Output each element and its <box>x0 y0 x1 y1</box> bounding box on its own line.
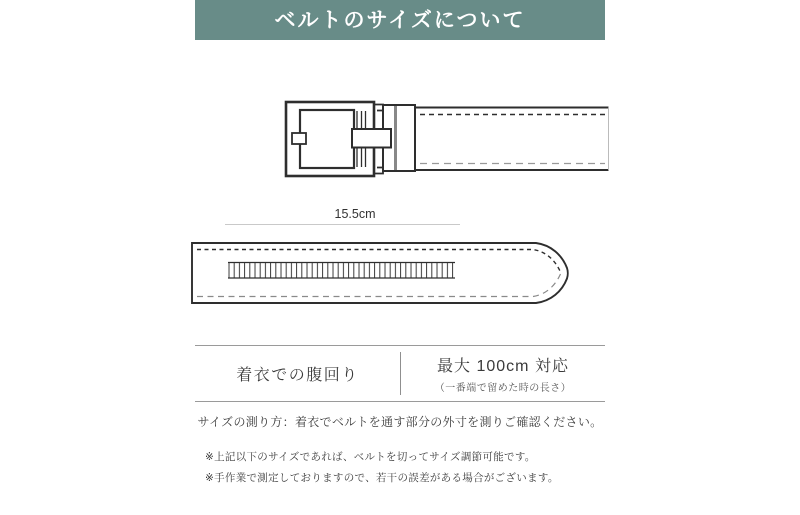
size-table <box>195 345 605 402</box>
belt-strap-drawing <box>413 108 609 171</box>
belt-buckle-drawing <box>286 102 415 176</box>
page-title: ベルトのサイズについて <box>274 8 526 32</box>
note-cut-adjust: ※上記以下のサイズであれば、ベルトを切ってサイズ調節可能です。 <box>205 451 536 463</box>
note-manual-measure: ※手作業で測定しておりますので、若干の誤差がある場合がございます。 <box>205 472 559 484</box>
measurement-label: 15.5cm <box>334 207 376 221</box>
max-size-cell <box>401 346 605 401</box>
measuring-instruction: サイズの測り方：着衣でベルトを通す部分の外寸を測りご確認ください。 <box>197 415 603 429</box>
belt-holes-band <box>228 263 455 279</box>
measurement <box>225 207 460 225</box>
max-size-note: （一番端で留めた時の長さ） <box>434 383 572 394</box>
max-size-label: 最大 100cm 対応 <box>437 358 569 375</box>
belt-tip-drawing <box>192 243 568 303</box>
waist-measure-cell: 着衣での腹回り <box>236 367 359 384</box>
